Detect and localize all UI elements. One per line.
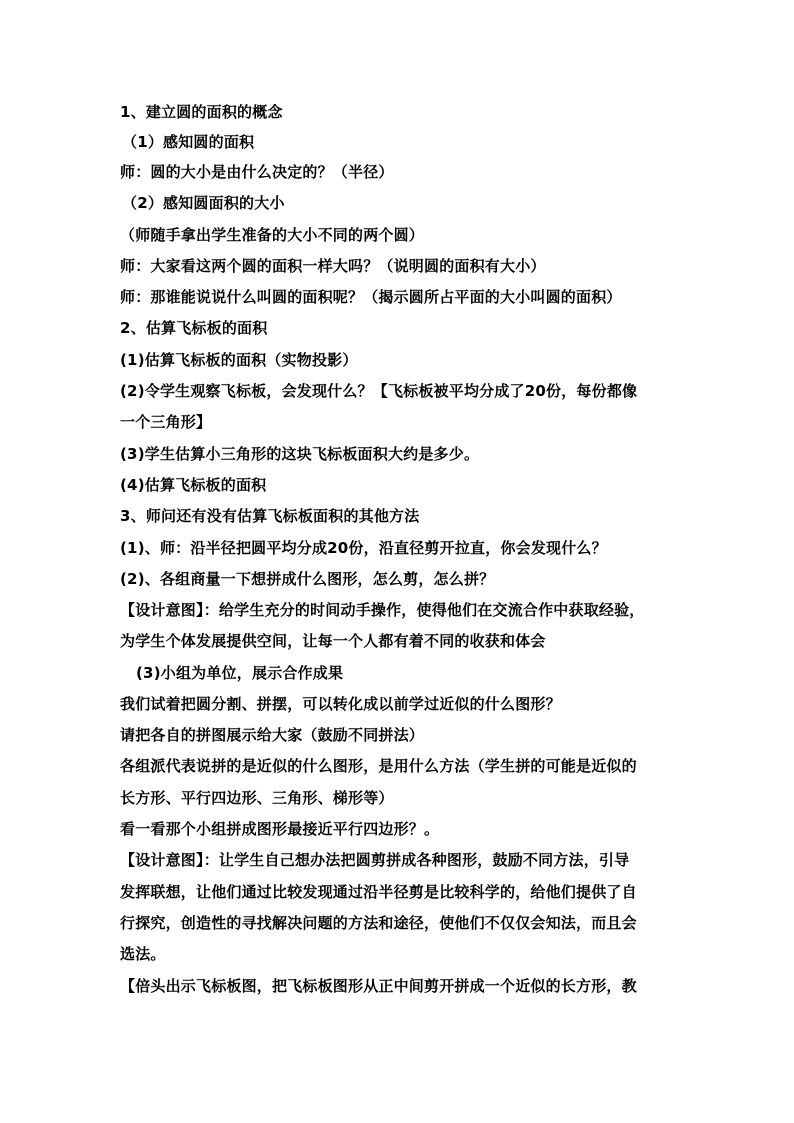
text-line: 【倍头出示飞标板图，把飞标板图形从正中间剪开拼成一个近似的长方形，教 (120, 977, 637, 995)
text-line: 看一看那个小组拼成图形最接近平行四边形？。 (120, 820, 440, 838)
text-line: (4)估算飞标板的面积 (120, 476, 267, 494)
text-line: (1)估算飞标板的面积（实物投影） (120, 351, 358, 369)
text-line: 行探究，创造性的寻找解决问题的方法和途径，使他们不仅仅会知法，而且会 (120, 914, 637, 932)
heading-3: 3、师问还有没有估算飞标板面积的其他方法 (120, 507, 420, 525)
text-line: 一个三角形】 (120, 413, 212, 431)
text-line: 为学生个体发展提供空间，让每一个人都有着不同的收获和体会 (120, 632, 546, 650)
text-line: 请把各自的拼图展示给大家（鼓励不同拼法） (120, 726, 425, 744)
heading-1: 1、建立圆的面积的概念 (120, 103, 283, 121)
text-line: 我们试着把圆分割、拼摆，可以转化成以前学过近似的什么图形？ (120, 695, 561, 713)
text-line: (2)、各组商量一下想拼成什么图形，怎么剪，怎么拼？ (120, 570, 495, 588)
text-line: 发挥联想，让他们通过比较发现通过沿半径剪是比较科学的，给他们提供了自 (120, 883, 637, 901)
text-line: 师：大家看这两个圆的面积一样大吗？（说明圆的面积有大小） (120, 257, 546, 275)
text-line: (2)令学生观察飞标板，会发现什么？【飞标板被平均分成了20份，每份都像 (120, 382, 638, 400)
subheading-1-1: （1）感知圆的面积 (122, 133, 255, 151)
heading-2: 2、估算飞标板的面积 (120, 319, 268, 337)
design-intent-line: 【设计意图】：给学生充分的时间动手操作，使得他们在交流合作中获取经验， (120, 601, 645, 619)
text-line: 师：圆的大小是由什么决定的？（半径） (120, 163, 394, 181)
text-line: 各组派代表说拼的是近似的什么图形，是用什么方法（学生拼的可能是近似的 (120, 757, 637, 775)
text-line: (1)、师：沿半径把圆平均分成20份，沿直径剪开拉直，你会发现什么？ (120, 539, 607, 557)
design-intent-line: 【设计意图】：让学生自己想办法把圆剪拼成各种图形，鼓励不同方法，引导 (120, 851, 630, 869)
text-line: (3)小组为单位，展示合作成果 (136, 664, 344, 682)
text-line: 选法。 (120, 945, 166, 963)
text-line: 师：那谁能说说什么叫圆的面积呢？（揭示圆所占平面的大小叫圆的面积） (120, 288, 622, 306)
text-line: 长方形、平行四边形、三角形、梯形等） (120, 789, 394, 807)
subheading-1-2: （2）感知圆面积的大小 (122, 194, 285, 212)
text-line: （师随手拿出学生准备的大小不同的两个圆） (120, 226, 425, 244)
text-line: (3)学生估算小三角形的这块飞标板面积大约是多少。 (120, 445, 480, 463)
